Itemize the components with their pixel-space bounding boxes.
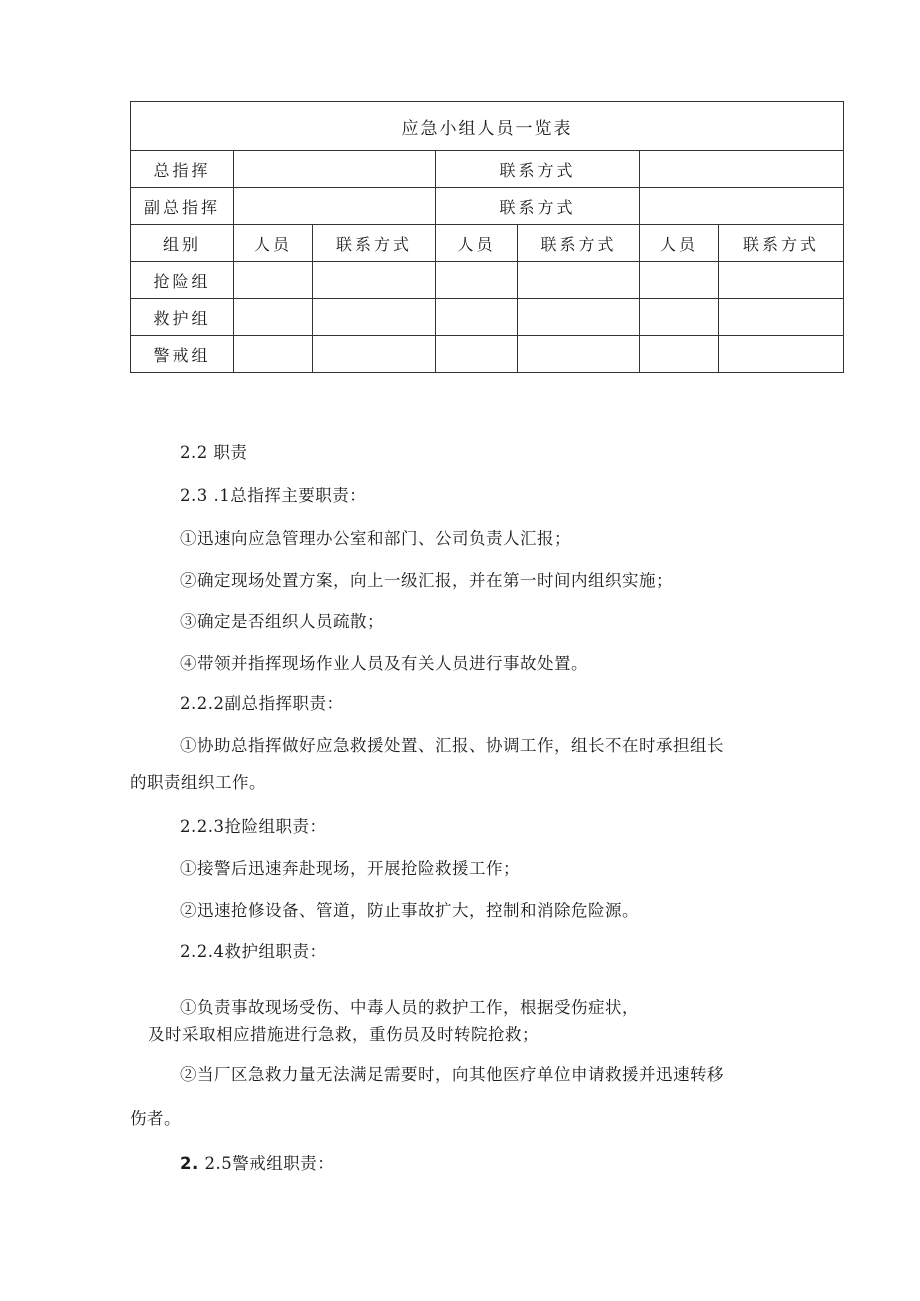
section-medical-heading: 2.2.4救护组职责： [180, 942, 327, 961]
table-title: 应急小组人员一览表 [131, 102, 844, 151]
medical-duty-2-line-2: 伤者。 [130, 1109, 181, 1128]
header-contact-2: 联系方式 [518, 225, 640, 262]
section-vice-commander-heading: 2.2.2副总指挥职责： [180, 694, 344, 713]
section-2-2-heading: 2.2 职责 [180, 443, 248, 462]
commander-label: 总指挥 [131, 151, 234, 188]
section-guard-number: 2. [180, 1154, 199, 1173]
section-guard-heading [180, 1152, 334, 1176]
header-person-1: 人员 [234, 225, 313, 262]
medical-duty-1-line-2: 及时采取相应措施进行急救，重伤员及时转院抢救； [148, 1025, 539, 1044]
group-guard: 警戒组 [131, 336, 234, 373]
section-guard-title: 2.5警戒组职责： [198, 1154, 335, 1173]
rescue-duty-2: ②迅速抢修设备、管道，防止事故扩大，控制和消除危险源。 [180, 901, 639, 920]
vice-commander-contact-cell [640, 188, 844, 225]
section-rescue-heading: 2.2.3抢险组职责： [180, 817, 327, 836]
header-person-3: 人员 [640, 225, 719, 262]
table-row [131, 188, 844, 225]
vice-commander-contact-label: 联系方式 [436, 188, 640, 225]
vice-commander-label: 副总指挥 [131, 188, 234, 225]
table-row [131, 299, 844, 336]
commander-duty-4: ④带领并指挥现场作业人员及有关人员进行事故处置。 [180, 654, 588, 673]
commander-contact-cell [640, 151, 844, 188]
header-person-2: 人员 [436, 225, 518, 262]
header-group: 组别 [131, 225, 234, 262]
section-commander-heading: 2.3 .1总指挥主要职责： [180, 486, 367, 505]
group-medical: 救护组 [131, 299, 234, 336]
table-row [131, 336, 844, 373]
vice-commander-duty-1-line-2: 的职责组织工作。 [130, 773, 266, 792]
vice-commander-name-cell [234, 188, 436, 225]
medical-duty-1-line-1: ①负责事故现场受伤、中毒人员的救护工作，根据受伤症状， [180, 998, 639, 1017]
commander-duty-2: ②确定现场处置方案，向上一级汇报，并在第一时间内组织实施； [180, 571, 673, 590]
commander-contact-label: 联系方式 [436, 151, 640, 188]
rescue-duty-1: ①接警后迅速奔赴现场，开展抢险救援工作； [180, 859, 520, 878]
header-contact-3: 联系方式 [719, 225, 844, 262]
commander-duty-3: ③确定是否组织人员疏散； [180, 612, 384, 631]
commander-duty-1: ①迅速向应急管理办公室和部门、公司负责人汇报； [180, 529, 571, 548]
table-row [131, 151, 844, 188]
table-row [131, 262, 844, 299]
vice-commander-duty-1-line-1: ①协助总指挥做好应急救援处置、汇报、协调工作，组长不在时承担组长 [180, 736, 724, 755]
table-header-row [131, 225, 844, 262]
header-contact-1: 联系方式 [313, 225, 436, 262]
commander-name-cell [234, 151, 436, 188]
emergency-team-table [130, 101, 844, 373]
medical-duty-2-line-1: ②当厂区急救力量无法满足需要时，向其他医疗单位申请救援并迅速转移 [180, 1065, 724, 1084]
group-rescue: 抢险组 [131, 262, 234, 299]
